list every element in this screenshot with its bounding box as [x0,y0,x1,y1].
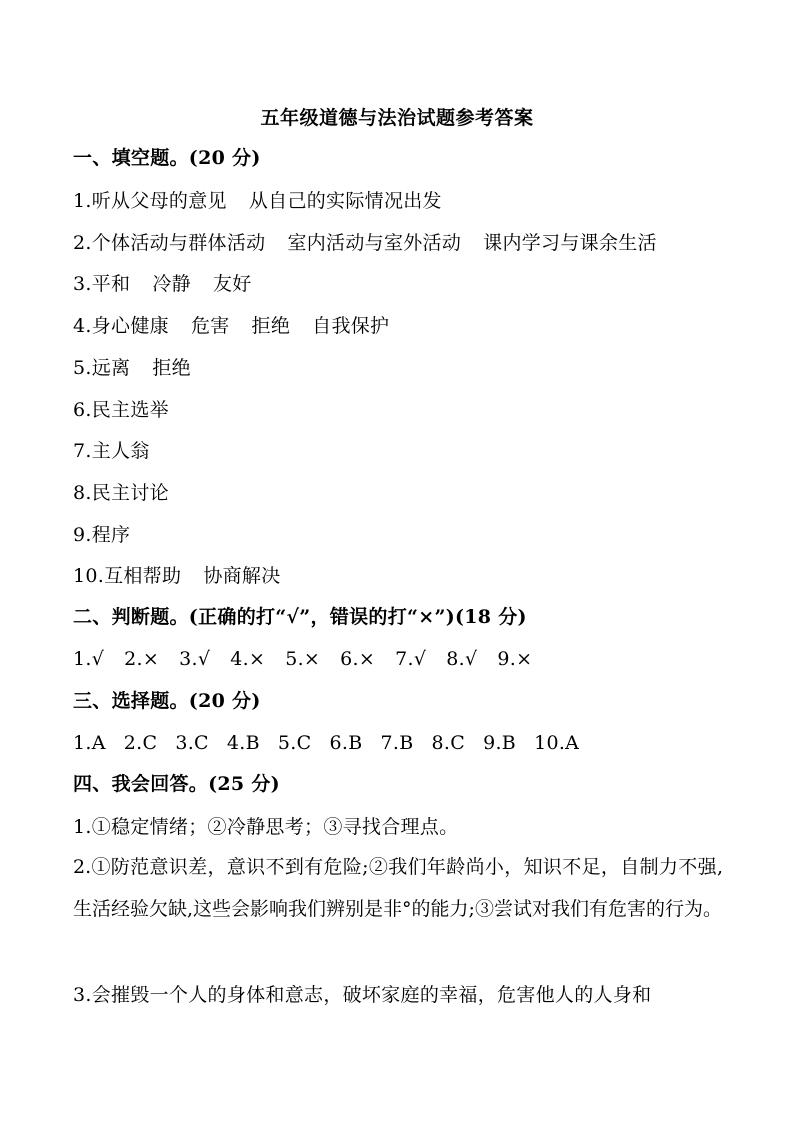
choice-answer: 10.A [534,732,580,754]
true-false-answer: 5.× [285,648,321,670]
true-false-answer: 1.√ [73,648,105,670]
true-false-answer: 6.× [340,648,376,670]
choice-answer: 4.B [226,732,260,754]
fill-answer-4: 4.身心健康 危害 拒绝 自我保护 [73,315,390,337]
choice-answer: 8.C [431,732,466,754]
fill-answer-6: 6.民主选举 [73,399,169,421]
fill-answer-7: 7.主人翁 [73,440,150,462]
choice-answer: 7.B [380,732,414,754]
fill-answer-8: 8.民主讨论 [73,482,169,504]
section4-heading: 四、我会回答。(25 分) [73,773,280,795]
true-false-answer: 4.× [230,648,266,670]
answer-q1: 1.①稳定情绪；②冷静思考；③寻找合理点。 [73,816,459,838]
choice-answer: 6.B [329,732,363,754]
true-false-answer: 3.√ [179,648,211,670]
multiple-choice-answers [73,729,579,757]
true-false-answer: 7.√ [395,648,427,670]
section3-heading: 三、选择题。(20 分) [73,690,261,712]
section1-heading: 一、填空题。(20 分) [73,147,261,169]
true-false-answer: 8.√ [446,648,478,670]
fill-answer-10: 10.互相帮助 协商解决 [73,565,281,587]
choice-answer: 5.C [277,732,312,754]
choice-answer: 1.A [73,732,106,754]
fill-answer-1: 1.听从父母的意见 从自己的实际情况出发 [73,190,442,212]
section2-heading: 二、判断题。(正确的打“√”，错误的打“×”)(18 分) [73,606,527,628]
answer-q2: 2.①防范意识差，意识不到有危险;②我们年龄尚小，知识不足，自制力不强,生活经验欠缺,这些会影响我们辨别是非°的能力;③尝试对我们有危害的行为。 [73,856,723,920]
fill-answer-3: 3.平和 冷静 友好 [73,273,252,295]
true-false-answers [73,645,532,673]
fill-answer-9: 9.程序 [73,524,131,546]
true-false-answer: 2.× [124,648,160,670]
fill-answer-5: 5.远离 拒绝 [73,357,191,379]
choice-answer: 2.C [123,732,158,754]
document-title: 五年级道德与法治试题参考答案 [260,107,534,129]
fill-answer-2: 2.个体活动与群体活动 室内活动与室外活动 课内学习与课余生活 [73,232,657,254]
answer-q3: 3.会摧毁一个人的身体和意志，破坏家庭的幸福，危害他人的人身和 [73,984,652,1006]
choice-answer: 9.B [483,732,517,754]
true-false-answer: 9.× [497,648,533,670]
choice-answer: 3.C [175,732,209,754]
